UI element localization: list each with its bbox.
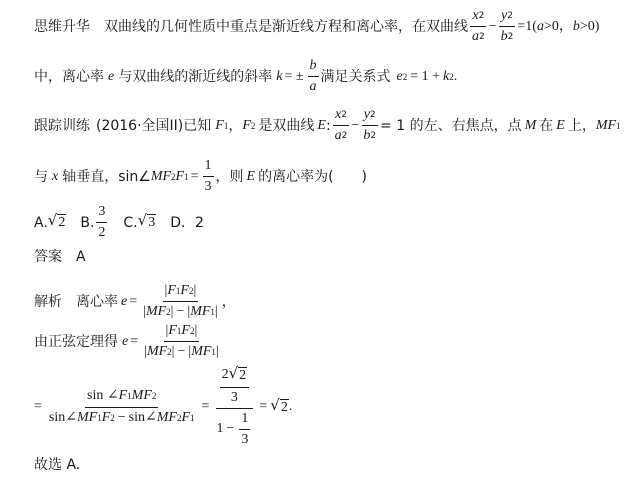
fraction-compound: 2 √ 2 3 1 − $\frac{1}{3}$ — [214, 366, 254, 448]
think-line-1: 思维升华 双曲线的几何性质中重点是渐近线方程和离心率，在双曲线 x 2 a 2 − y 2 b 2 =1( a >0， b >0) — [34, 8, 600, 45]
think-text-1: 双曲线的几何性质中重点是渐近线方程和离心率，在双曲线 — [104, 18, 468, 35]
think-text-3: 与双曲线的渐近线的斜率 — [118, 68, 273, 85]
answer-label: 答案 — [34, 249, 62, 265]
fraction-y2-b2: y 2 b 2 — [500, 8, 514, 45]
option-a: A. √ 2 — [34, 211, 66, 231]
fraction-eccentricity-1: | F 1 F 2 | | MF 2 | − | MF 1 | — [143, 283, 218, 320]
analysis-line-2: 由正弦定理得 e = | F 1 F 2 | | MF 2 | − | MF 1 | — [34, 323, 219, 360]
fraction-x2-a2: x 2 a 2 — [472, 8, 485, 45]
answer-line — [34, 250, 86, 264]
track-line-2: 与 x 轴垂直，sin∠ MF 2 F 1 = $\frac{1}{3}$ ，则 E 的离心率为( ) — [34, 158, 368, 195]
option-d: D．2 — [170, 214, 204, 231]
track-text-2: 是双曲线 — [258, 117, 315, 134]
think-text-2: 中，离心率 — [34, 68, 104, 85]
think-line-2: 中，离心率 e 与双曲线的渐近线的斜率 k = ± $\frac{b}{a}$ 满足关系式 e 2 = 1 + k 2 . — [34, 58, 458, 95]
var-e: e — [108, 68, 115, 84]
analysis-line-3: = sin ∠ F 1 MF 2 sin∠ MF 1 F 2 − sin∠ MF 2 F 1 = 2 √ 2 3 1 − $\frac{1}{3}$ = √ 2 . — [34, 364, 293, 447]
answer-value: A — [76, 249, 86, 265]
track-label: 跟踪训练 — [34, 117, 90, 134]
track-text-1: (2016·全国II)已知 — [96, 117, 212, 134]
option-c: C. √ 3 — [123, 211, 156, 231]
fraction-eccentricity-2: | F 1 F 2 | | MF 2 | − | MF 1 | — [144, 323, 219, 360]
think-label: 思维升华 — [34, 18, 90, 35]
fraction-1-3: $\frac{1}{3}$ — [204, 158, 212, 195]
conclusion-line: 故选 A. — [34, 457, 81, 473]
analysis-line-1: 解析 离心率 e = | F 1 F 2 | | MF 2 | − | MF 1 | ， — [34, 283, 236, 320]
fraction-b-a: $\frac{b}{a}$ — [309, 58, 317, 95]
fraction-track-x2-a2: x 2 a 2 — [334, 107, 348, 144]
options-line — [34, 204, 204, 241]
analysis-label: 解析 — [34, 293, 62, 310]
sqrt-2-result: √ 2 — [270, 395, 288, 415]
fraction-sine-ratio: sin ∠ F 1 MF 2 sin∠ MF 1 F 2 − sin∠ MF 2 F 1 — [48, 388, 195, 425]
think-text-4: 满足关系式 — [320, 68, 391, 85]
track-line-1: 跟踪训练 (2016·全国II)已知 F 1 ， F 2 是双曲线 E : x 2 a 2 − y 2 b 2 = 1 的左、右焦点，点 M 在 E 上， MF 1 — [34, 107, 621, 144]
fraction-track-y2-b2: y 2 b 2 — [363, 107, 377, 144]
option-b: B. $\frac{3}{2}$ — [80, 204, 106, 241]
